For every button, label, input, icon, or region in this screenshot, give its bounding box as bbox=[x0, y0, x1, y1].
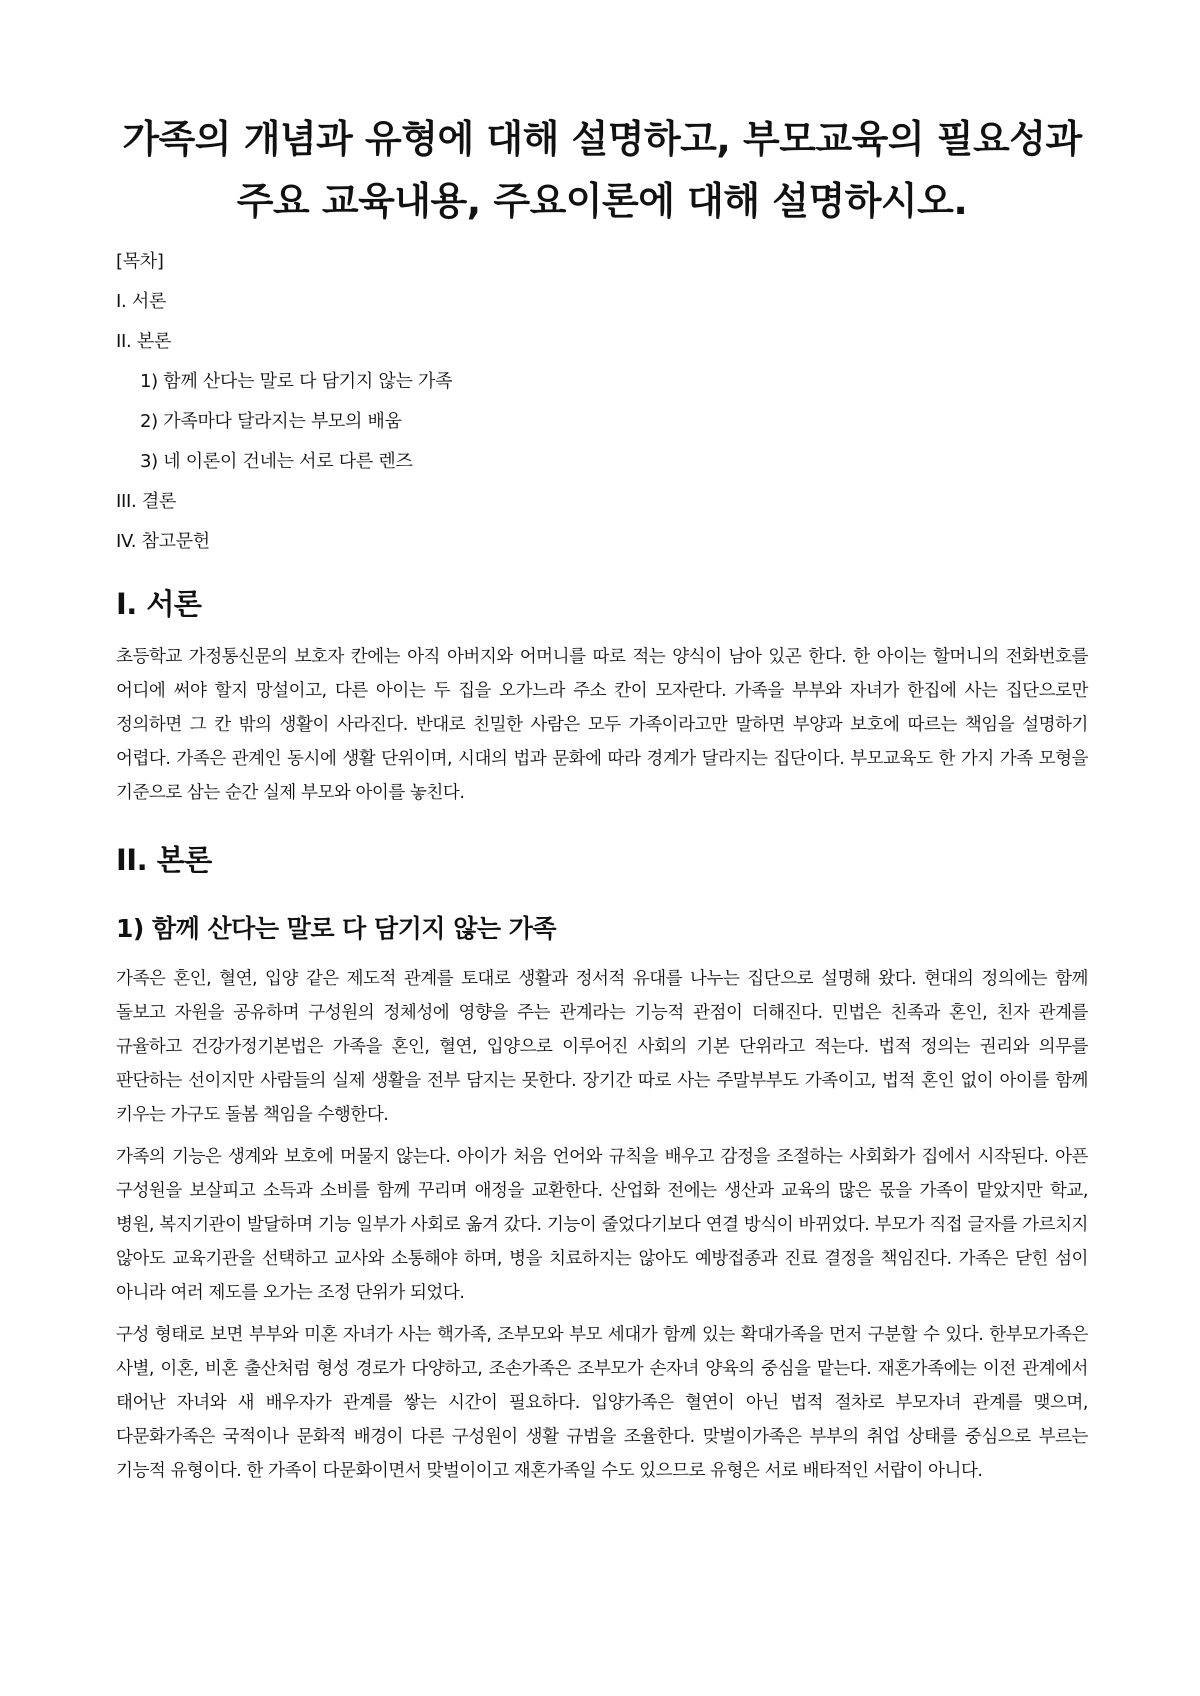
table-of-contents bbox=[116, 242, 1088, 562]
toc-subitem: 2) 가족마다 달라지는 부모의 배움 bbox=[140, 411, 402, 432]
toc-heading: [목차] bbox=[116, 251, 164, 272]
body-paragraph: 구성 형태로 보면 부부와 미혼 자녀가 사는 핵가족, 조부모와 부모 세대가 함께 있는 확대가족을 먼저 구분할 수 있다. 한부모가족은 사별, 이혼, 비혼 출산처럼 형성 경로가 다양하고, 조손가족은 조부모가 손자녀 양육의 중심을 맡는다. 재혼가족에는 이전 관계에서 태어난 자녀와 새 배우자가 관계를 쌓는 시간이 필요하다. 입양가족은 혈연이 아닌 법적 절차로 부모자녀 관계를 맺으며, 다문화가족은 국적이나 문화적 배경이 다른 구성원이 생활 규범을 조율한다. 맞벌이가족은 부부의 취업 상태를 중심으로 부르는 기능적 유형이다. 한 가족이 다문화이면서 맞벌이이고 재혼가족일 수도 있으므로 유형은 서로 배타적인 서랍이 아니다. bbox=[116, 1325, 1088, 1481]
section-heading-intro: I. 서론 bbox=[116, 587, 202, 621]
body-paragraph: 가족은 혼인, 혈연, 입양 같은 제도적 관계를 토대로 생활과 정서적 유대를 나누는 집단으로 설명해 왔다. 현대의 정의에는 함께 돌보고 자원을 공유하며 구성원의 정체성에 영향을 주는 관계라는 기능적 관점이 더해진다. 민법은 친족과 혼인, 친자 관계를 규율하고 건강가정기본법은 가족을 혼인, 혈연, 입양으로 이루어진 사회의 기본 단위라고 적는다. 법적 정의는 권리와 의무를 판단하는 선이지만 사람들의 실제 생활을 전부 담지는 못한다. 장기간 따로 사는 주말부부도 가족이고, 법적 혼인 없이 아이를 함께 키우는 가구도 돌봄 책임을 수행한다. bbox=[116, 969, 1088, 1125]
toc-subitem: 1) 함께 산다는 말로 다 담기지 않는 가족 bbox=[140, 371, 453, 392]
toc-item: IV. 참고문헌 bbox=[116, 531, 210, 552]
toc-subitem: 3) 네 이론이 건네는 서로 다른 렌즈 bbox=[140, 451, 413, 472]
toc-item: I. 서론 bbox=[116, 291, 167, 312]
document-title: 가족의 개념과 유형에 대해 설명하고, 부모교육의 필요성과 주요 교육내용, 주요이론에 대해 설명하시오. bbox=[122, 117, 1082, 223]
subsection-heading: 1) 함께 산다는 말로 다 담기지 않는 가족 bbox=[116, 914, 556, 943]
toc-item: II. 본론 bbox=[116, 331, 172, 352]
toc-item: III. 결론 bbox=[116, 491, 177, 512]
section-heading-body: II. 본론 bbox=[116, 843, 212, 877]
body-paragraph: 가족의 기능은 생계와 보호에 머물지 않는다. 아이가 처음 언어와 규칙을 배우고 감정을 조절하는 사회화가 집에서 시작된다. 아픈 구성원을 보살피고 소득과 소비를 함께 꾸리며 애정을 교환한다. 산업화 전에는 생산과 교육의 많은 몫을 가족이 맡았지만 학교, 병원, 복지기관이 발달하며 기능 일부가 사회로 옮겨 갔다. 기능이 줄었다기보다 연결 방식이 바뀌었다. 부모가 직접 글자를 가르치지 않아도 교육기관을 선택하고 교사와 소통해야 하며, 병을 치료하지는 않아도 예방접종과 진료 결정을 책임진다. 가족은 닫힌 섬이 아니라 여러 제도를 오가는 조정 단위가 되었다. bbox=[116, 1147, 1088, 1303]
intro-paragraph: 초등학교 가정통신문의 보호자 칸에는 아직 아버지와 어머니를 따로 적는 양식이 남아 있곤 한다. 한 아이는 할머니의 전화번호를 어디에 써야 할지 망설이고, 다른 아이는 두 집을 오가느라 주소 칸이 모자란다. 가족을 부부와 자녀가 한집에 사는 집단으로만 정의하면 그 칸 밖의 생활이 사라진다. 반대로 친밀한 사람은 모두 가족이라고만 말하면 부양과 보호에 따르는 책임을 설명하기 어렵다. 가족은 관계인 동시에 생활 단위이며, 시대의 법과 문화에 따라 경계가 달라지는 집단이다. 부모교육도 한 가지 가족 모형을 기준으로 삼는 순간 실제 부모와 아이를 놓친다. bbox=[116, 647, 1088, 803]
